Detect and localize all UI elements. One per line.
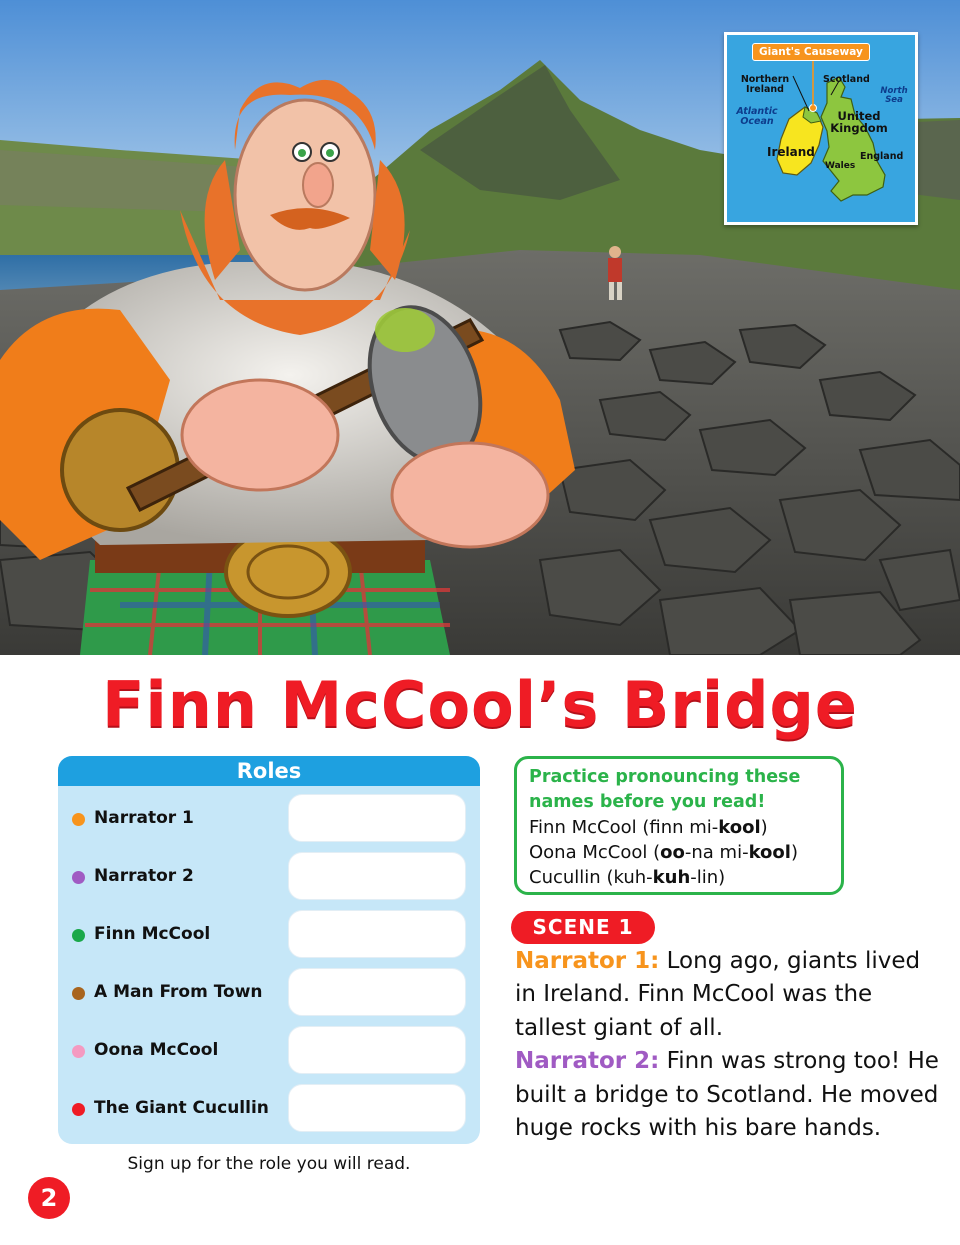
page-title: Finn McCool’s Bridge xyxy=(102,668,858,741)
scene-badge: SCENE 1 xyxy=(511,911,655,944)
role-name: The Giant Cucullin xyxy=(94,1098,269,1118)
role-row xyxy=(58,794,480,844)
role-color-dot xyxy=(72,987,85,1000)
pronunciation-box xyxy=(514,756,844,895)
role-signup-box[interactable] xyxy=(288,968,466,1016)
northern-ireland-label: Northern Ireland xyxy=(740,74,790,95)
role-color-dot xyxy=(72,1045,85,1058)
atlantic-ocean-label: Atlantic Ocean xyxy=(736,106,778,127)
wales-label: Wales xyxy=(825,161,856,171)
pronunciation-line: Cucullin (kuh-kuh-lin) xyxy=(529,867,726,888)
signup-instruction: Sign up for the role you will read. xyxy=(127,1154,411,1174)
page-number: 2 xyxy=(28,1177,70,1219)
role-signup-box[interactable] xyxy=(288,1026,466,1074)
great-britain-shape xyxy=(821,74,885,201)
role-name: Narrator 2 xyxy=(94,866,194,886)
role-row xyxy=(58,910,480,960)
role-row xyxy=(58,1026,480,1076)
role-name: Narrator 1 xyxy=(94,808,194,828)
scotland-label: Scotland xyxy=(823,74,870,85)
role-signup-box[interactable] xyxy=(288,794,466,842)
pronunciation-line: Finn McCool (finn mi-kool) xyxy=(529,817,768,838)
pronunciation-heading: Practice pronouncing these xyxy=(529,767,801,787)
roles-panel xyxy=(58,756,480,1144)
role-row xyxy=(58,1084,480,1134)
role-row xyxy=(58,968,480,1018)
role-name: A Man From Town xyxy=(94,982,263,1002)
narrator-2-label: Narrator 2: xyxy=(515,1048,660,1075)
narrator-1-label: Narrator 1: xyxy=(515,948,660,974)
story-text xyxy=(515,945,945,1145)
causeway-callout: Giant's Causeway xyxy=(752,43,870,61)
narrator-1-line: Long ago, giants lived in Ireland. Finn McCool was the tallest giant of all. xyxy=(515,948,921,1041)
role-color-dot xyxy=(72,1103,85,1116)
england-label: England xyxy=(860,151,904,162)
role-color-dot xyxy=(72,813,85,826)
role-name: Oona McCool xyxy=(94,1040,219,1060)
role-signup-box[interactable] xyxy=(288,910,466,958)
role-signup-box[interactable] xyxy=(288,852,466,900)
united-kingdom-label: United Kingdom xyxy=(830,109,888,136)
role-color-dot xyxy=(72,929,85,942)
ireland-label: Ireland xyxy=(767,145,815,159)
narrator-2-line: Finn was strong too! He built a bridge to Scotland. He moved huge rocks with his bare hands. xyxy=(515,1048,939,1142)
role-color-dot xyxy=(72,871,85,884)
pronunciation-line: Oona McCool (oo-na mi-kool) xyxy=(529,842,798,863)
north-sea-label: North Sea xyxy=(880,86,908,105)
roles-header: Roles xyxy=(58,756,480,786)
role-row xyxy=(58,852,480,902)
location-map xyxy=(724,32,918,225)
pronunciation-heading: names before you read! xyxy=(529,792,766,812)
role-name: Finn McCool xyxy=(94,924,211,944)
role-signup-box[interactable] xyxy=(288,1084,466,1132)
